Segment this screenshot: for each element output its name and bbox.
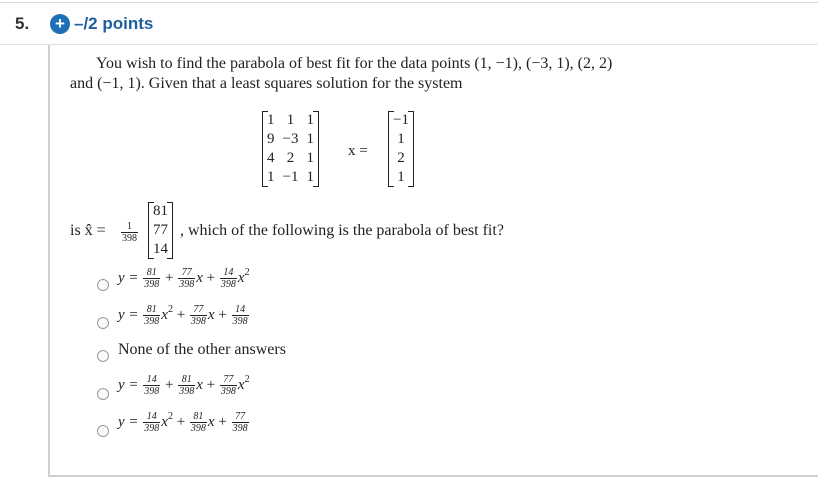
vector-b-cell: 1 xyxy=(397,131,405,147)
frac-denominator: 398 xyxy=(179,386,195,398)
exponent: 2 xyxy=(244,374,250,385)
operator: + xyxy=(206,270,216,286)
equation-prefix: y = xyxy=(118,377,139,393)
frac-denominator: 398 xyxy=(144,423,160,435)
points-label: –/2 points xyxy=(74,14,154,33)
frac-numerator: 77 xyxy=(190,304,207,316)
frac-denominator: 398 xyxy=(144,386,160,398)
option-2-equation[interactable] xyxy=(118,304,250,327)
frac-numerator: 77 xyxy=(178,267,195,279)
scalar-fraction xyxy=(121,221,138,244)
matrix-a-cell: 1 xyxy=(267,112,275,128)
problem-line-1: You wish to find the parabola of best fit for the data points (1, −1), (−3, 1), (2, 2) xyxy=(96,55,613,72)
equation-prefix: y = xyxy=(118,414,139,430)
option-1-radio[interactable] xyxy=(97,279,109,291)
top-divider xyxy=(0,2,818,3)
variable: x xyxy=(161,307,168,323)
frac-denominator: 398 xyxy=(232,316,248,328)
frac-numerator: 81 xyxy=(178,374,195,386)
solution-cell: 81 xyxy=(153,203,168,219)
matrix-a-cell: 1 xyxy=(267,169,275,185)
operator: + xyxy=(218,414,227,430)
scalar-numerator: 1 xyxy=(121,221,138,233)
frac-numerator: 81 xyxy=(190,411,207,423)
question-card xyxy=(48,45,818,477)
variable: x xyxy=(161,414,168,430)
exponent: 2 xyxy=(167,304,173,315)
frac-denominator: 398 xyxy=(144,279,160,291)
problem-line-2: and (−1, 1). Given that a least squares solution for the system xyxy=(70,75,463,92)
vector-b xyxy=(388,111,414,187)
solution-vector xyxy=(148,202,173,259)
frac-denominator: 398 xyxy=(190,423,206,435)
solution-label: is x̂ = xyxy=(70,222,106,239)
frac-denominator: 398 xyxy=(190,316,206,328)
vector-x-label: x = xyxy=(348,143,368,159)
operator: + xyxy=(218,307,227,323)
question-tail: , which of the following is the parabola of best fit? xyxy=(180,222,504,239)
vector-b-cell: 1 xyxy=(397,169,405,185)
frac-denominator: 398 xyxy=(179,279,195,291)
operator: + xyxy=(176,307,186,323)
exponent: 2 xyxy=(244,267,250,278)
option-2-radio[interactable] xyxy=(97,317,109,329)
variable: x xyxy=(237,270,245,286)
matrix-a-cell: 1 xyxy=(306,169,314,185)
operator: + xyxy=(176,414,186,430)
frac-numerator: 81 xyxy=(143,304,160,316)
option-5-radio[interactable] xyxy=(97,425,109,437)
variable: x xyxy=(237,377,245,393)
expand-plus-icon[interactable]: + xyxy=(50,14,70,34)
operator: + xyxy=(165,270,174,286)
solution-cell: 77 xyxy=(153,222,168,238)
exponent: 2 xyxy=(167,411,173,422)
vector-b-cell: 2 xyxy=(397,150,405,166)
matrix-a-cell: −3 xyxy=(282,131,299,147)
operator: + xyxy=(206,377,216,393)
frac-numerator: 14 xyxy=(232,304,249,316)
equation-prefix: y = xyxy=(118,270,139,286)
option-4-equation[interactable] xyxy=(118,374,250,397)
operator: + xyxy=(165,377,174,393)
matrix-a-cell: −1 xyxy=(282,169,299,185)
question-header xyxy=(0,10,818,40)
question-number: 5. xyxy=(15,14,30,33)
option-4-radio[interactable] xyxy=(97,388,109,400)
vector-b-cell: −1 xyxy=(393,112,409,128)
option-1-equation[interactable] xyxy=(118,267,250,290)
matrix-a-cell: 1 xyxy=(306,131,314,147)
variable: x xyxy=(207,307,215,323)
frac-numerator: 14 xyxy=(143,374,160,386)
matrix-a-cell: 1 xyxy=(286,112,295,128)
scalar-denominator: 398 xyxy=(122,233,137,244)
matrix-a-cell: 4 xyxy=(267,150,275,166)
matrix-a-cell: 2 xyxy=(286,150,295,166)
solution-cell: 14 xyxy=(153,241,168,257)
frac-denominator: 398 xyxy=(144,316,160,328)
matrix-a xyxy=(262,111,319,187)
variable: x xyxy=(207,414,215,430)
option-3-radio[interactable] xyxy=(97,350,109,362)
frac-denominator: 398 xyxy=(220,279,236,291)
matrix-a-cell: 9 xyxy=(267,131,275,147)
frac-denominator: 398 xyxy=(232,423,248,435)
frac-numerator: 14 xyxy=(143,411,160,423)
frac-numerator: 81 xyxy=(143,267,160,279)
option-3-text[interactable]: None of the other answers xyxy=(118,341,286,358)
frac-numerator: 77 xyxy=(232,411,249,423)
frac-numerator: 14 xyxy=(220,267,237,279)
variable: x xyxy=(196,270,203,286)
matrix-a-cell: 1 xyxy=(306,112,314,128)
variable: x xyxy=(196,377,203,393)
option-5-equation[interactable] xyxy=(118,411,250,434)
frac-denominator: 398 xyxy=(220,386,236,398)
matrix-a-cell: 1 xyxy=(306,150,314,166)
frac-numerator: 77 xyxy=(220,374,237,386)
equation-prefix: y = xyxy=(118,307,139,323)
